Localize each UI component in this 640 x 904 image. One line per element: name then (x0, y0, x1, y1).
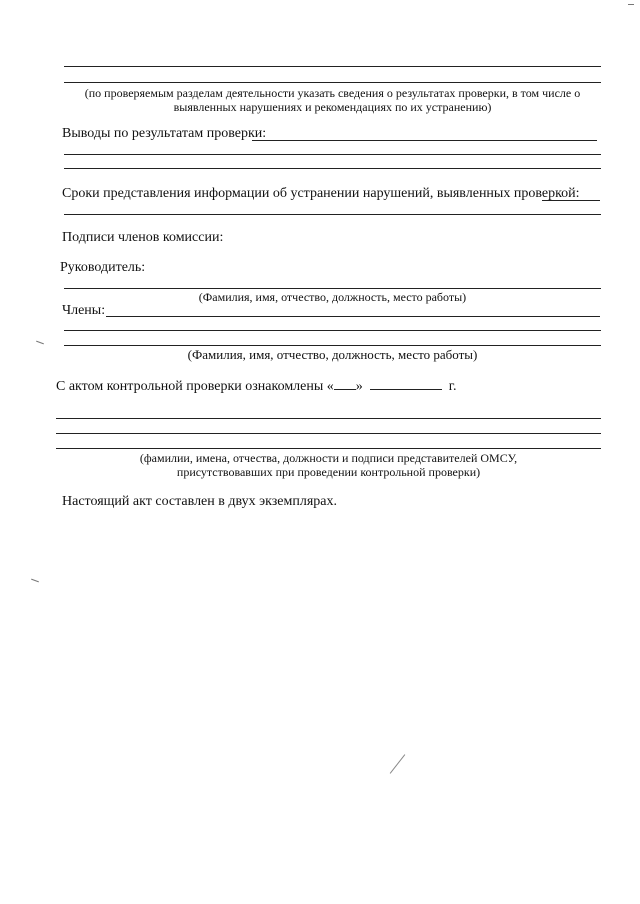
scan-mark (36, 341, 44, 345)
acquainted-year-suffix: г. (448, 379, 457, 394)
deadlines-line-2[interactable] (64, 214, 601, 215)
deadlines-input-line[interactable] (542, 200, 600, 201)
results-line-2 (64, 82, 601, 83)
reps-caption-line-1: (фамилии, имена, отчества, должности и подписи представителей ОМСУ, (139, 451, 518, 465)
reps-line-3[interactable] (56, 448, 601, 449)
members-line-2[interactable] (64, 330, 601, 331)
reps-line-2[interactable] (56, 433, 601, 434)
acquainted-month-field[interactable] (370, 378, 442, 390)
head-signature-line[interactable] (64, 288, 601, 289)
scan-mark (390, 754, 406, 774)
members-caption: (Фамилия, имя, отчество, должность, место работы) (187, 347, 478, 362)
members-input-line[interactable] (106, 316, 600, 317)
conclusions-line-2[interactable] (64, 154, 601, 155)
conclusions-line-3[interactable] (64, 168, 601, 169)
closing-statement: Настоящий акт составлен в двух экземплярах. (62, 494, 337, 509)
acquainted-prefix: С актом контрольной проверки ознакомлены « (56, 379, 334, 394)
head-label: Руководитель: (60, 260, 146, 275)
reps-caption-line-2: присутствовавших при проведении контрольной проверки) (176, 465, 481, 479)
acquainted-day-field[interactable] (334, 378, 356, 390)
results-caption-line-2: выявленных нарушениях и рекомендациях по их устранению) (173, 100, 492, 114)
results-caption-line-1: (по проверяемым разделам деятельности указать сведения о результатах проверки, в том числе о (84, 86, 581, 100)
results-line-1 (64, 66, 601, 67)
deadlines-label: Сроки представления информации об устранении нарушений, выявленных проверкой: (62, 186, 580, 201)
scan-mark (628, 4, 634, 5)
signatures-label: Подписи членов комиссии: (62, 230, 224, 245)
members-line-3[interactable] (64, 345, 601, 346)
conclusions-label: Выводы по результатам проверки: (62, 126, 267, 141)
reps-line-1[interactable] (56, 418, 601, 419)
head-caption: (Фамилия, имя, отчество, должность, место работы) (198, 290, 467, 304)
acquainted-quote-close: » (355, 379, 363, 394)
members-label: Члены: (62, 303, 106, 318)
scan-mark (31, 579, 39, 583)
acquainted-line (56, 378, 456, 395)
conclusions-input-line[interactable] (252, 140, 597, 141)
